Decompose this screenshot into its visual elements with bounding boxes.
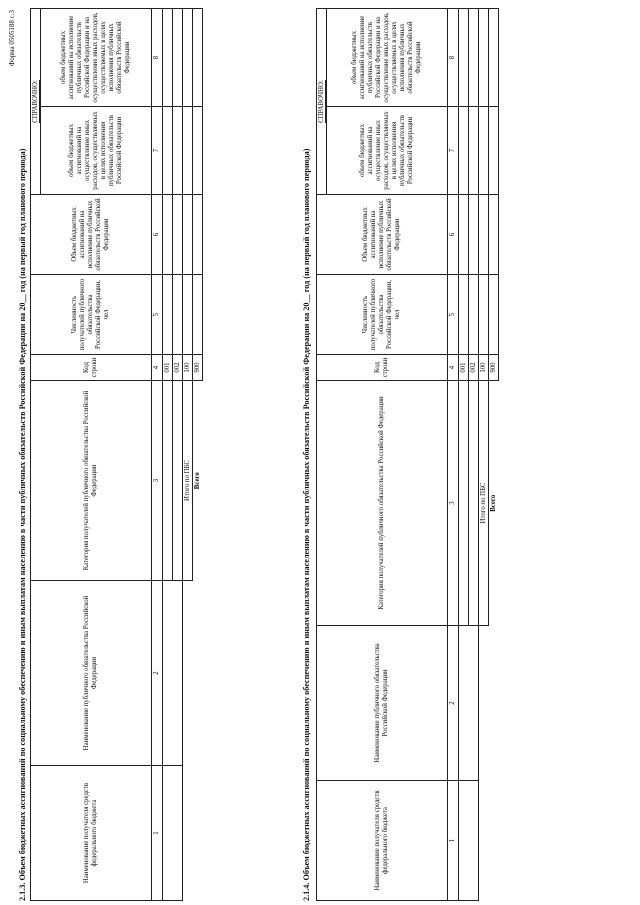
total-all-label: Всего (193, 472, 201, 490)
table-row (163, 9, 173, 901)
value-cell[interactable] (469, 9, 479, 107)
header-spravochno: СПРАВОЧНО: (317, 9, 327, 195)
value-cell[interactable] (459, 275, 469, 355)
col-number: 3 (152, 381, 163, 581)
header-row-code: Код строки (31, 355, 152, 381)
col-number: 8 (152, 9, 163, 107)
value-cell[interactable] (459, 9, 469, 107)
row-code: 001 (163, 355, 173, 381)
total-pbs-code: 100 (479, 355, 489, 381)
column-numbers-row (448, 9, 459, 901)
header-spravochno: СПРАВОЧНО: (31, 9, 41, 195)
total-pbs-label: Итого по ПБС (183, 381, 193, 581)
header-recipient-count: Численность получателей публичного обязательства Российской Федерации, чел (31, 275, 152, 355)
header-obligation-name: Наименование публичного обязательства Российской Федерации (31, 581, 152, 766)
value-cell[interactable] (183, 275, 193, 355)
category-cell[interactable] (173, 381, 183, 581)
row-code: 001 (459, 355, 469, 381)
col-number: 1 (448, 781, 459, 901)
table-row (459, 9, 469, 901)
header-other-expenses: объем бюджетных ассигнований на осуществление иных расходов, осуществляемых в целях исполнения публичных обязательств Российской Федерации (41, 107, 152, 195)
header-total-expenses: объем бюджетных ассигнований на исполнение публичных обязательств Российской Федерации и на осуществление иных расходов, осуществляемых в целях исполнения публичных обязательств Российской Федерации (41, 9, 152, 107)
header-recipient-count: Численность получателей публичного обязательства Российской Федерации, чел (317, 275, 448, 355)
rotated-form-page (4, 4, 636, 901)
table-2-1-4 (316, 8, 499, 901)
col-number: 6 (152, 195, 163, 275)
obligation-name-cell[interactable] (459, 626, 479, 781)
value-cell[interactable] (459, 107, 469, 195)
header-recipient-category: Категория получателей публичного обязательства Российской Федерации (317, 381, 448, 626)
value-cell[interactable] (173, 195, 183, 275)
value-cell[interactable] (193, 107, 203, 195)
value-cell[interactable] (489, 195, 499, 275)
col-number: 2 (152, 581, 163, 766)
header-recipient-name: Наименование получателя средств федерального бюджета (317, 781, 448, 901)
form-code: Форма 0505188 с.3 (8, 10, 16, 67)
total-pbs-code: 100 (183, 355, 193, 381)
value-cell[interactable] (469, 275, 479, 355)
obligation-name-cell[interactable] (163, 581, 183, 766)
value-cell[interactable] (163, 195, 173, 275)
value-cell[interactable] (173, 275, 183, 355)
value-cell[interactable] (489, 107, 499, 195)
row-code: 002 (469, 355, 479, 381)
header-row-code: Код строки (317, 355, 448, 381)
value-cell[interactable] (193, 9, 203, 107)
table-2-1-3 (30, 8, 203, 901)
header-allocation-volume: Объем бюджетных ассигнований на исполнение публичных обязательств Российской Федерации (31, 195, 152, 275)
value-cell[interactable] (479, 9, 489, 107)
value-cell[interactable] (183, 195, 193, 275)
value-cell[interactable] (193, 195, 203, 275)
category-cell[interactable] (459, 381, 469, 626)
value-cell[interactable] (193, 275, 203, 355)
column-numbers-row (152, 9, 163, 901)
col-number: 1 (152, 766, 163, 901)
category-cell[interactable] (469, 381, 479, 626)
col-number: 5 (152, 275, 163, 355)
value-cell[interactable] (479, 195, 489, 275)
recipient-name-cell[interactable] (163, 766, 183, 901)
recipient-name-cell[interactable] (459, 781, 479, 901)
col-number: 6 (448, 195, 459, 275)
value-cell[interactable] (173, 9, 183, 107)
value-cell[interactable] (459, 195, 469, 275)
value-cell[interactable] (163, 107, 173, 195)
value-cell[interactable] (163, 275, 173, 355)
total-pbs-label: Итого по ПБС (479, 381, 489, 626)
header-obligation-name: Наименование публичного обязательства Российской Федерации (317, 626, 448, 781)
header-total-expenses: объем бюджетных ассигнований на исполнение публичных обязательств Российской Федерации и на осуществление иных расходов, осуществляемых в целях исполнения публичных обязательств Российской Федерации (327, 9, 448, 107)
col-number: 3 (448, 381, 459, 626)
header-recipient-category: Категория получателей публичного обязательства Российской Федерации (31, 381, 152, 581)
total-all-row (489, 9, 499, 901)
total-pbs-row (183, 9, 193, 901)
value-cell[interactable] (163, 9, 173, 107)
col-number: 7 (152, 107, 163, 195)
category-cell[interactable] (163, 381, 173, 581)
row-code: 002 (173, 355, 183, 381)
header-allocation-volume: Объем бюджетных ассигнований на исполнение публичных обязательств Российской Федерации (317, 195, 448, 275)
section-title-2-1-3: 2.1.3. Объем бюджетных ассигнований по социальному обеспечению и иным выплатам населению в части публичных обязательств Российской Федерации на 20__ год (на первый год планового периода) (18, 148, 27, 901)
total-pbs-row (479, 9, 489, 901)
total-all-label: Всего (489, 494, 497, 512)
section-title-2-1-4: 2.1.4. Объем бюджетных ассигнований по социальному обеспечению и иным выплатам населению в части публичных обязательств Российской Федерации на 20__ год (на первый год планового периода) (302, 148, 311, 901)
col-number: 4 (448, 355, 459, 381)
total-all-row (193, 9, 203, 901)
col-number: 2 (448, 626, 459, 781)
col-number: 5 (448, 275, 459, 355)
value-cell[interactable] (479, 275, 489, 355)
header-other-expenses: объем бюджетных ассигнований на осуществление иных расходов, осуществляемых в целях исполнения публичных обязательств Российской Федерации (327, 107, 448, 195)
value-cell[interactable] (183, 9, 193, 107)
value-cell[interactable] (469, 107, 479, 195)
value-cell[interactable] (469, 195, 479, 275)
value-cell[interactable] (183, 107, 193, 195)
value-cell[interactable] (173, 107, 183, 195)
value-cell[interactable] (489, 9, 499, 107)
total-all-code: 900 (489, 355, 499, 381)
col-number: 8 (448, 9, 459, 107)
value-cell[interactable] (489, 275, 499, 355)
value-cell[interactable] (479, 107, 489, 195)
col-number: 7 (448, 107, 459, 195)
col-number: 4 (152, 355, 163, 381)
total-all-code: 900 (193, 355, 203, 381)
header-recipient-name: Наименование получателя средств федерального бюджета (31, 766, 152, 901)
